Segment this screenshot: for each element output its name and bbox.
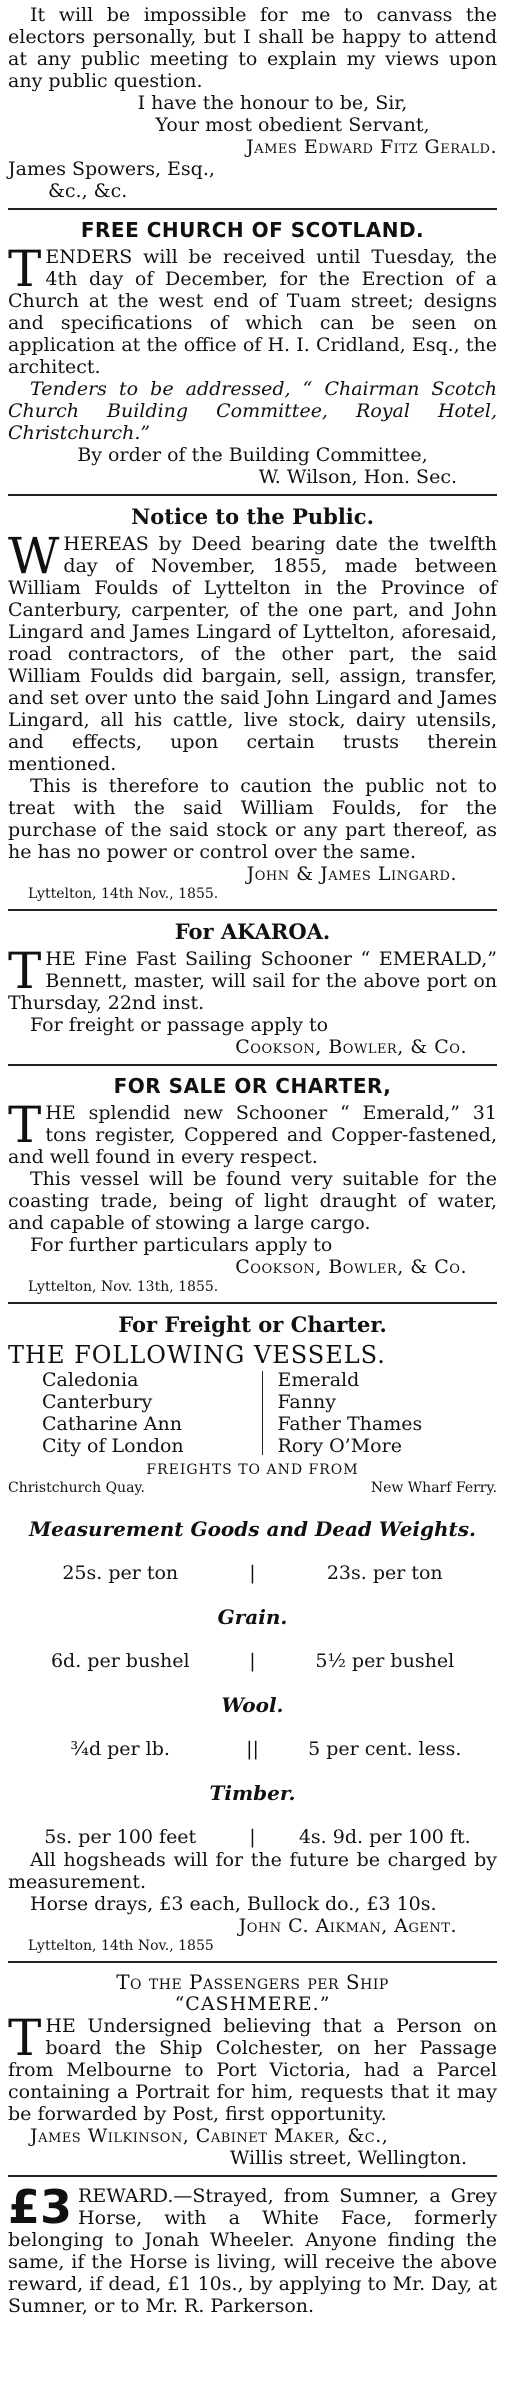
vessel-list-separator (262, 1371, 278, 1455)
notice-body: HEREAS by Deed bearing date the twelfth day of November, 1855, made between William Foulds of Lyttelton in the Province of Canterbury, carpenter, of the one part, and John Lingard and James Lingard of Lyttelton, aforesaid, road contractors, of the other part, the said William Foulds did bargain, sell, assign, transfer, and set over unto the said John Lingard and James Lingard, all his cattle, live stock, dairy utensils, and effects, upon certain trusts therein mentioned. (8, 533, 497, 775)
sale-dateline: Lyttelton, Nov. 13th, 1855. (28, 1279, 219, 1295)
divider (8, 1302, 497, 1304)
drop-cap: T (8, 240, 42, 298)
freight-agent: John C. Aikman, Agent. (238, 1915, 457, 1937)
free-church-ad (8, 218, 497, 488)
rates-table (8, 1561, 497, 1585)
vessel-list-right (278, 1369, 498, 1457)
hogsheads-note: All hogsheads will for the future be charged by measurement. (8, 1849, 497, 1893)
fitzgerald-letter (8, 0, 497, 202)
vessel-name: Emerald (277, 1369, 360, 1391)
notice-signature: John & James Lingard. (246, 863, 457, 885)
rates-table (8, 1737, 497, 1761)
divider (8, 1961, 497, 1963)
akaroa-heading: For AKAROA. (174, 919, 331, 944)
drop-cap: T (8, 2009, 42, 2067)
sale-body: HE splendid new Schooner “ Emerald,” 31 tons register, Coppered and Copper-fastened, and well found in every respect. (8, 1102, 497, 1168)
rate-left: ¾d per lb. (70, 1738, 170, 1760)
vessel-name: City of London (42, 1435, 184, 1457)
vessel-name: Catharine Ann (42, 1413, 182, 1435)
reward-body: REWARD.—Strayed, from Sumner, a Grey Horse, with a White Face, formerly belonging to Jonah Wheeler. Anyone finding the same, if the Horse is living, will receive the above reward, if dead, £1 10s., by applying to Mr. Day, at Sumner, or to Mr. R. Parkerson. (8, 2185, 497, 2317)
measure-heading: Measurement Goods and Dead Weights. (28, 1517, 477, 1541)
free-church-address: Tenders to be addressed, “ Chairman Scotch Church Building Committee, Royal Hotel, Christchurch.” (8, 378, 497, 444)
free-church-order: By order of the Building Committee, (77, 444, 428, 466)
free-church-signature: W. Wilson, Hon. Sec. (258, 466, 457, 488)
akaroa-signature: Cookson, Bowler, & Co. (235, 1036, 467, 1058)
letter-addressee-2: &c., &c. (48, 180, 128, 202)
divider (8, 1064, 497, 1066)
sale-ad (8, 1074, 497, 1296)
rate-divider: | (249, 1826, 256, 1848)
sale-particulars: For further particulars apply to (30, 1234, 333, 1256)
rate-right: 23s. per ton (326, 1562, 443, 1584)
freight-dateline: Lyttelton, 14th Nov., 1855 (28, 1938, 214, 1954)
rate-category: Wool. (221, 1693, 284, 1717)
rate-left: 5s. per 100 feet (44, 1826, 197, 1848)
cashmere-ad (8, 1971, 497, 2169)
horse-drays-note: Horse drays, £3 each, Bullock do., £3 10s. (30, 1893, 437, 1915)
sale-suitable: This vessel will be found very suitable for the coasting trade, being of light draught of water, and capable of stowing a large cargo. (8, 1168, 497, 1234)
letter-closing: I have the honour to be, Sir, (137, 92, 408, 114)
rates-table (8, 1825, 497, 1849)
notice-caution: This is therefore to caution the public not to treat with the said William Foulds, for the purchase of the said stock or any part thereof, as he has no power or control over the same. (8, 775, 497, 863)
divider (8, 208, 497, 210)
letter-body: It will be impossible for me to canvass the electors personally, but I shall be happy to attend at any public meeting to explain my views upon any public question. (8, 4, 497, 92)
rate-right: 4s. 9d. per 100 ft. (298, 1826, 471, 1848)
freight-title: THE FOLLOWING VESSELS. (8, 1341, 386, 1369)
akaroa-ad (8, 919, 497, 1058)
route-from-right: New Wharf Ferry. (370, 1480, 497, 1496)
free-church-body: ENDERS will be received until Tuesday, the 4th day of December, for the Erection of a Church at the west end of Tuam street; designs and specifications of which can be seen on application at the office of H. I. Cridland, Esq., the architect. (8, 246, 497, 378)
rates-table (8, 1649, 497, 1673)
letter-closing-2: Your most obedient Servant, (155, 114, 430, 136)
rate-left: 25s. per ton (62, 1562, 179, 1584)
cashmere-address: Willis street, Wellington. (229, 2147, 467, 2169)
rate-divider: | (249, 1562, 256, 1584)
free-church-heading: FREE CHURCH OF SCOTLAND. (80, 218, 425, 242)
route-endpoints (8, 1479, 497, 1497)
sale-signature: Cookson, Bowler, & Co. (235, 1256, 467, 1278)
rate-divider: | (249, 1650, 256, 1672)
rate-divider: || (246, 1738, 259, 1760)
rate-category: Grain. (217, 1605, 288, 1629)
cashmere-signature: James Wilkinson, Cabinet Maker, &c., (30, 2125, 389, 2147)
divider (8, 909, 497, 911)
newspaper-column (8, 0, 497, 2317)
vessel-list-left (42, 1369, 262, 1457)
drop-cap: T (8, 942, 42, 1000)
vessel-name: Fanny (277, 1391, 336, 1413)
reward-ad (8, 2180, 497, 2317)
cashmere-body: HE Undersigned believing that a Person on board the Ship Colchester, on her Passage from Melbourne to Port Victoria, had a Parcel containing a Portrait for him, requests that it may be forwarded by Post, first opportunity. (8, 2015, 497, 2125)
divider (8, 494, 497, 496)
freight-heading: For Freight or Charter. (118, 1312, 387, 1337)
drop-cap: W (8, 527, 60, 585)
notice-ad (8, 504, 497, 903)
cashmere-heading: To the Passengers per Ship (116, 1970, 389, 1994)
vessel-name: Caledonia (42, 1369, 139, 1391)
notice-heading: Notice to the Public. (131, 504, 374, 529)
vessel-name: Rory O’More (277, 1435, 402, 1457)
vessel-list (42, 1369, 497, 1457)
route-header: FREIGHTS TO AND FROM (146, 1462, 359, 1478)
rate-left: 6d. per bushel (50, 1650, 190, 1672)
cashmere-ship: “CASHMERE.” (174, 1993, 331, 2015)
letter-addressee: James Spowers, Esq., (8, 158, 215, 180)
letter-signature: James Edward Fitz Gerald. (246, 136, 497, 158)
drop-cap: T (8, 1096, 42, 1154)
divider (8, 2175, 497, 2177)
route-from-left: Christchurch Quay. (8, 1480, 145, 1496)
rate-right: 5 per cent. less. (308, 1738, 462, 1760)
vessel-name: Father Thames (277, 1413, 423, 1435)
akaroa-body: HE Fine Fast Sailing Schooner “ EMERALD,” Bennett, master, will sail for the above port on Thursday, 22nd inst. (8, 948, 497, 1014)
akaroa-freight: For freight or passage apply to (30, 1014, 329, 1036)
notice-dateline: Lyttelton, 14th Nov., 1855. (28, 886, 219, 902)
rate-right: 5½ per bushel (315, 1650, 455, 1672)
freight-ad (8, 1312, 497, 1955)
sale-heading: FOR SALE OR CHARTER, (113, 1074, 392, 1098)
vessel-name: Canterbury (42, 1391, 153, 1413)
rate-category: Timber. (209, 1781, 296, 1805)
reward-amount: £3 (8, 2180, 73, 2234)
